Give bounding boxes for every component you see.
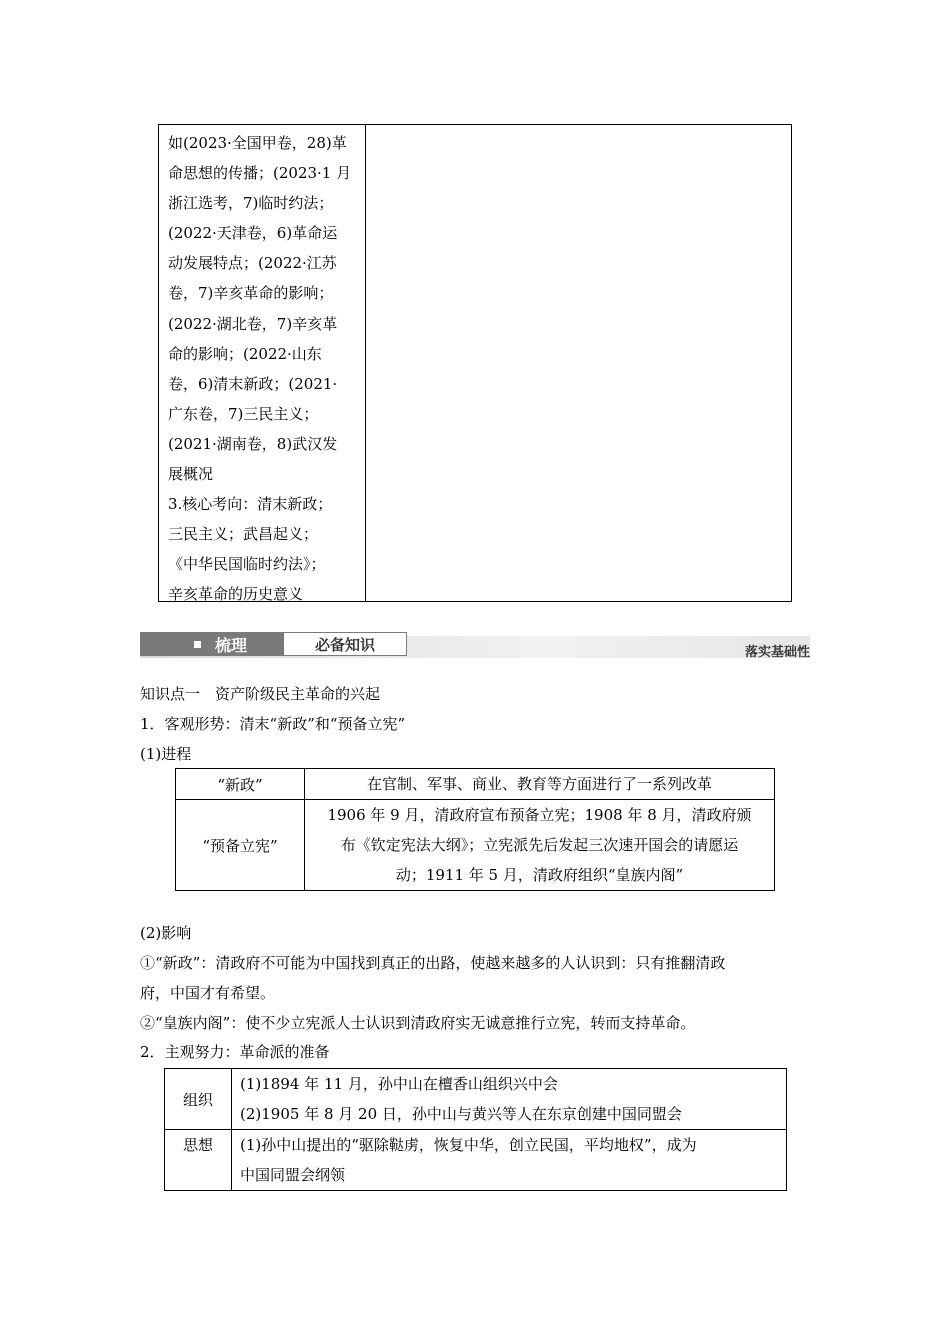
exam-info-line: 《中华民国临时约法》； xyxy=(168,555,326,574)
table-key-cell: “新政” xyxy=(176,769,305,800)
table-value-line: (2)1905 年 8 月 20 日，孙中山与黄兴等人在东京创建中国同盟会 xyxy=(240,1105,682,1123)
exam-info-line: (2022·湖北卷，7)辛亥革 xyxy=(168,314,338,333)
table-value-line: 动；1911 年 5 月，清政府组织“皇族内阁” xyxy=(395,866,684,884)
banner-subtitle: 必备知识 xyxy=(283,632,407,656)
table-value-line: 在官制、军事、商业、教育等方面进行了一系列改革 xyxy=(366,775,712,793)
exam-info-line: 三民主义；武昌起义； xyxy=(168,525,319,544)
exam-info-line: 3.核心考向：清末新政； xyxy=(168,495,333,514)
banner-right-label: 落实基础性 xyxy=(744,645,810,660)
table-value-line: (1)1894 年 11 月，孙中山在檀香山组织兴中会 xyxy=(240,1075,558,1093)
exam-info-line: 展概况 xyxy=(168,465,214,484)
exam-info-line: 卷，7)辛亥革命的影响； xyxy=(168,284,334,303)
exam-info-line: 广东卷，7)三民主义； xyxy=(168,404,319,423)
sub-1-title: (1)进程 xyxy=(140,745,192,763)
exam-info-line: (2022·天津卷，6)革命运 xyxy=(168,224,338,243)
table-value-line: (1)孙中山提出的“驱除鞑虏，恢复中华，创立民国，平均地权”，成为 xyxy=(240,1136,697,1154)
effect-1-line-1: ①“新政”：清政府不可能为中国找到真正的出路，使越来越多的人认识到：只有推翻清政 xyxy=(140,954,726,972)
effect-1-line-2: 府，中国才有希望。 xyxy=(140,984,276,1002)
exam-info-line: 卷，6)清末新政；(2021· xyxy=(168,374,338,393)
table-key-cell: 思想 xyxy=(165,1130,232,1191)
table-value-line: 布《钦定宪法大纲》；立宪派先后发起三次速开国会的请愿运 xyxy=(340,836,739,854)
table-row xyxy=(176,769,775,800)
banner-title-block xyxy=(140,632,283,656)
effect-2: ②“皇族内阁”：使不少立宪派人士认识到清政府实无诚意推行立宪，转而支持革命。 xyxy=(140,1014,696,1032)
exam-info-line: (2021·湖南卷，8)武汉发 xyxy=(168,434,338,453)
section-banner xyxy=(140,632,810,660)
section-heading: 知识点一 资产阶级民主革命的兴起 xyxy=(140,685,381,703)
table-row xyxy=(176,800,775,891)
banner-title: 梳理 xyxy=(215,635,248,655)
progress-table xyxy=(175,768,775,891)
exam-info-line: 辛亥革命的历史意义 xyxy=(168,585,304,604)
exam-info-line: 浙江选考，7)临时约法； xyxy=(168,194,334,213)
square-bullet-icon xyxy=(194,641,201,648)
item-1-title: 1．客观形势：清末“新政”和“预备立宪” xyxy=(140,715,406,733)
table-value-cell xyxy=(305,769,775,800)
table-value-cell xyxy=(232,1130,787,1191)
exam-info-line: 命思想的传播；(2023·1 月 xyxy=(168,164,352,183)
exam-info-line: 动发展特点；(2022·江苏 xyxy=(168,254,337,273)
table-value-cell xyxy=(232,1069,787,1130)
item-2-title: 2．主观努力：革命派的准备 xyxy=(140,1043,330,1061)
table-value-line: 1906 年 9 月，清政府宣布预备立宪；1908 年 8 月，清政府颁 xyxy=(327,806,752,824)
preparation-table xyxy=(164,1068,787,1191)
table-key-cell: 组织 xyxy=(165,1069,232,1130)
exam-info-cell xyxy=(159,125,366,604)
table-row xyxy=(165,1130,787,1191)
table-row xyxy=(165,1069,787,1130)
table-key-cell: “预备立宪” xyxy=(176,800,305,891)
sub-2-title: (2)影响 xyxy=(140,924,192,942)
table-value-line: 中国同盟会纲领 xyxy=(240,1166,346,1184)
exam-info-line: 如(2023·全国甲卷，28)革 xyxy=(168,134,347,152)
empty-cell xyxy=(366,125,791,601)
table-value-cell xyxy=(305,800,775,891)
exam-info-line: 命的影响；(2022·山东 xyxy=(168,344,322,363)
exam-info-table xyxy=(158,124,792,602)
